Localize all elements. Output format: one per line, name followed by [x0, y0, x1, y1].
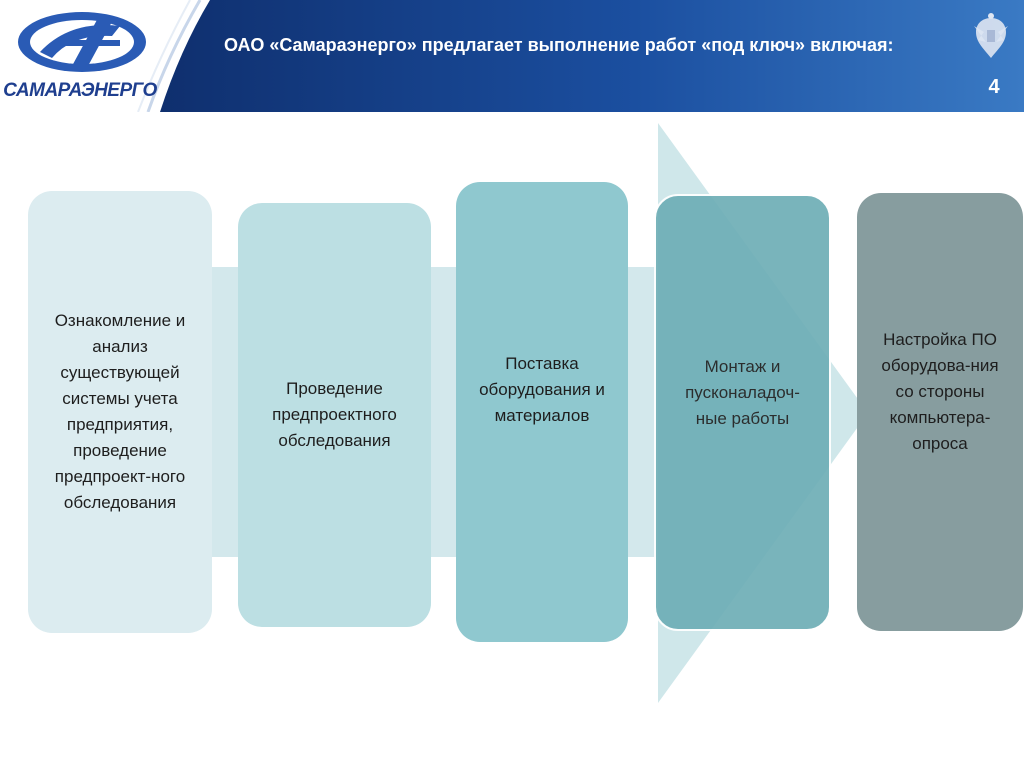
step-label: Ознакомление и анализ существующей системы учета предприятия, проведение предпроект-ного обследования [54, 311, 186, 512]
step-label: Настройка ПО оборудова-ния со стороны компьютера-опроса [881, 330, 999, 453]
logo-wordmark: САМАРАЭНЕРГО [3, 80, 157, 101]
step-label: Проведение предпроектного обследования [272, 379, 397, 450]
process-step-1[interactable] [28, 191, 212, 633]
process-step-3[interactable] [456, 182, 628, 642]
process-step-2[interactable] [238, 203, 431, 627]
page-title: ОАО «Самараэнерго» предлагает выполнение работ «под ключ» включая: [224, 35, 894, 55]
step-label: Поставка оборудования и материалов [479, 354, 605, 425]
process-step-5[interactable] [857, 193, 1023, 631]
page-number: 4 [988, 76, 1000, 98]
step-connector [626, 267, 656, 557]
step-label: Монтаж и пусконаладоч-ные работы [685, 356, 800, 428]
step-connector [430, 267, 458, 557]
process-step-4[interactable] [654, 194, 831, 631]
step-connector [210, 267, 240, 557]
